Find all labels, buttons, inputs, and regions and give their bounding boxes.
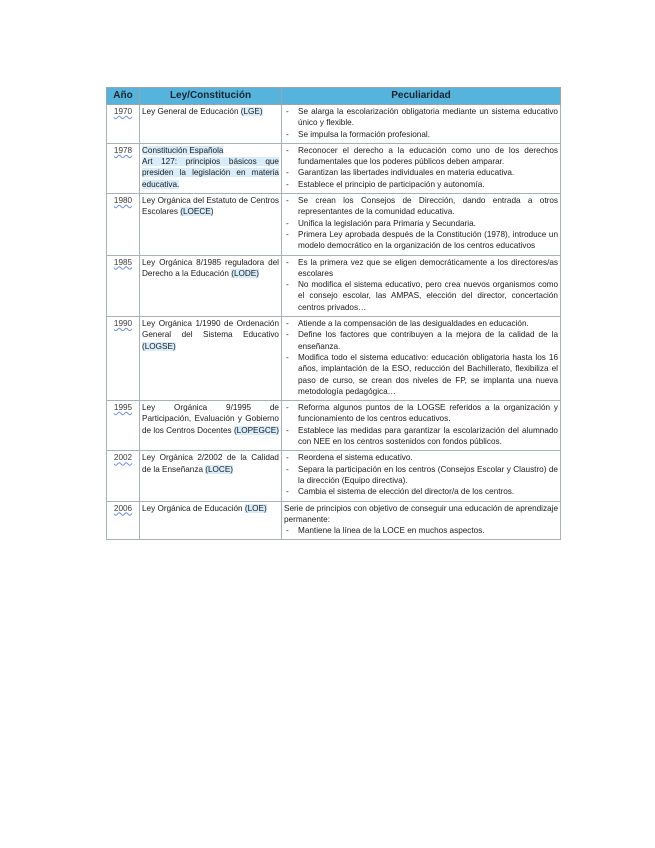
row-peculiarity <box>282 317 561 401</box>
list-item: - Garantizan las libertades individuales en materia educativa. <box>284 167 558 178</box>
list-item: - Reordena el sistema educativo. <box>284 452 558 463</box>
law-name: Ley Orgánica 9/1995 de Participación, Evaluación y Gobierno de los Centros Docentes <box>142 403 279 435</box>
law-name: Ley Orgánica de Educación <box>142 503 243 513</box>
table-row <box>107 451 561 501</box>
row-year: 1978 <box>107 143 140 193</box>
table-row <box>107 255 561 316</box>
list-item: - Primera Ley aprobada después de la Constitución (1978), introduce un modelo democrático en la organización de los centros educativos <box>284 229 558 252</box>
list-item: - Reforma algunos puntos de la LOGSE referidos a la organización y funcionamiento de los centros educativos. <box>284 402 558 425</box>
row-year: 2006 <box>107 501 140 540</box>
row-year: 1970 <box>107 105 140 144</box>
law-name: Ley Orgánica 2/2002 de la Calidad de la Enseñanza <box>142 453 279 474</box>
law-name: Ley Orgánica 8/1985 reguladora del Derecho a la Educación <box>142 257 279 278</box>
row-peculiarity <box>282 451 561 501</box>
law-name: Constitución Española <box>142 145 224 155</box>
list-item: - Atiende a la compensación de las desigualdades en educación. <box>284 318 558 329</box>
row-law <box>140 501 282 540</box>
table-row <box>107 401 561 451</box>
table-row <box>107 105 561 144</box>
row-year: 1980 <box>107 194 140 255</box>
table-row <box>107 143 561 193</box>
list-item: - Mantiene la línea de la LOCE en muchos aspectos. <box>284 525 558 536</box>
law-abbreviation: (LOGSE) <box>142 341 176 351</box>
law-abbreviation: (LODE) <box>231 268 259 278</box>
row-peculiarity <box>282 255 561 316</box>
row-law <box>140 255 282 316</box>
list-item: - Modifica todo el sistema educativo: educación obligatoria hasta los 16 años, implantación de la ESO, reducción del Bachillerato, flexibiliza el paso de curso, se crean dos niveles de FP, se implanta una nueva metodología pedagógica… <box>284 352 558 397</box>
list-item: - No modifica el sistema educativo, pero crea nuevos organismos como el consejo escolar, las AMPAS, elección del director, concertación centros privados… <box>284 279 558 313</box>
row-law <box>140 451 282 501</box>
row-intro: Serie de principios con objetivo de conseguir una educación de aprendizaje permanente: <box>284 503 559 524</box>
table-row <box>107 317 561 401</box>
row-law <box>140 194 282 255</box>
list-item: - Se crean los Consejos de Dirección, dando entrada a otros representantes de la comunidad educativa. <box>284 195 558 218</box>
row-law <box>140 105 282 144</box>
row-law <box>140 143 282 193</box>
list-item: - Establece el principio de participación y autonomía. <box>284 179 558 190</box>
row-year: 1985 <box>107 255 140 316</box>
list-item: - Define los factores que contribuyen a la mejora de la calidad de la enseñanza. <box>284 329 558 352</box>
table-row <box>107 501 561 540</box>
law-name: Ley Orgánica 1/1990 de Ordenación General del Sistema Educativo <box>142 319 279 340</box>
law-article: Art 127: principios básicos que presiden la legislación en materia educativa. <box>142 157 279 189</box>
list-item: - Reconocer el derecho a la educación como uno de los derechos fundamentales que los poderes públicos deben amparar. <box>284 145 558 168</box>
row-year: 1995 <box>107 401 140 451</box>
law-abbreviation: (LOCE) <box>205 464 234 474</box>
list-item: - Cambia el sistema de elección del director/a de los centros. <box>284 486 558 497</box>
list-item: - Se impulsa la formación profesional. <box>284 129 558 140</box>
list-item: - Se alarga la escolarización obligatoria mediante un sistema educativo único y flexible. <box>284 106 558 129</box>
list-item: - Unifica la legislación para Primaria y Secundaria. <box>284 218 558 229</box>
header-year: Año <box>107 88 140 105</box>
row-year: 1990 <box>107 317 140 401</box>
header-peculiarity: Peculiaridad <box>282 88 561 105</box>
row-peculiarity <box>282 501 561 540</box>
row-law <box>140 317 282 401</box>
table-row <box>107 194 561 255</box>
law-abbreviation: (LOE) <box>244 503 267 513</box>
row-peculiarity <box>282 143 561 193</box>
row-peculiarity <box>282 401 561 451</box>
law-name: Ley Orgánica del Estatuto de Centros Escolares <box>142 196 279 217</box>
law-abbreviation: (LGE) <box>240 107 263 116</box>
list-item: - Es la primera vez que se eligen democráticamente a los directores/as escolares <box>284 257 558 280</box>
table-header-row <box>107 88 561 105</box>
law-name: Ley General de Educación <box>142 107 239 116</box>
header-law: Ley/Constitución <box>140 88 282 105</box>
laws-table <box>106 87 561 540</box>
list-item: - Separa la participación en los centros (Consejos Escolar y Claustro) de la dirección (Equipo directiva). <box>284 464 558 487</box>
row-law <box>140 401 282 451</box>
law-abbreviation: (LOECE) <box>180 207 214 217</box>
law-abbreviation: (LOPEGCE) <box>233 425 279 435</box>
row-year: 2002 <box>107 451 140 501</box>
row-peculiarity <box>282 194 561 255</box>
row-peculiarity <box>282 105 561 144</box>
list-item: - Establece las medidas para garantizar la escolarización del alumnado con NEE en los centros sostenidos con fondos públicos. <box>284 425 558 448</box>
